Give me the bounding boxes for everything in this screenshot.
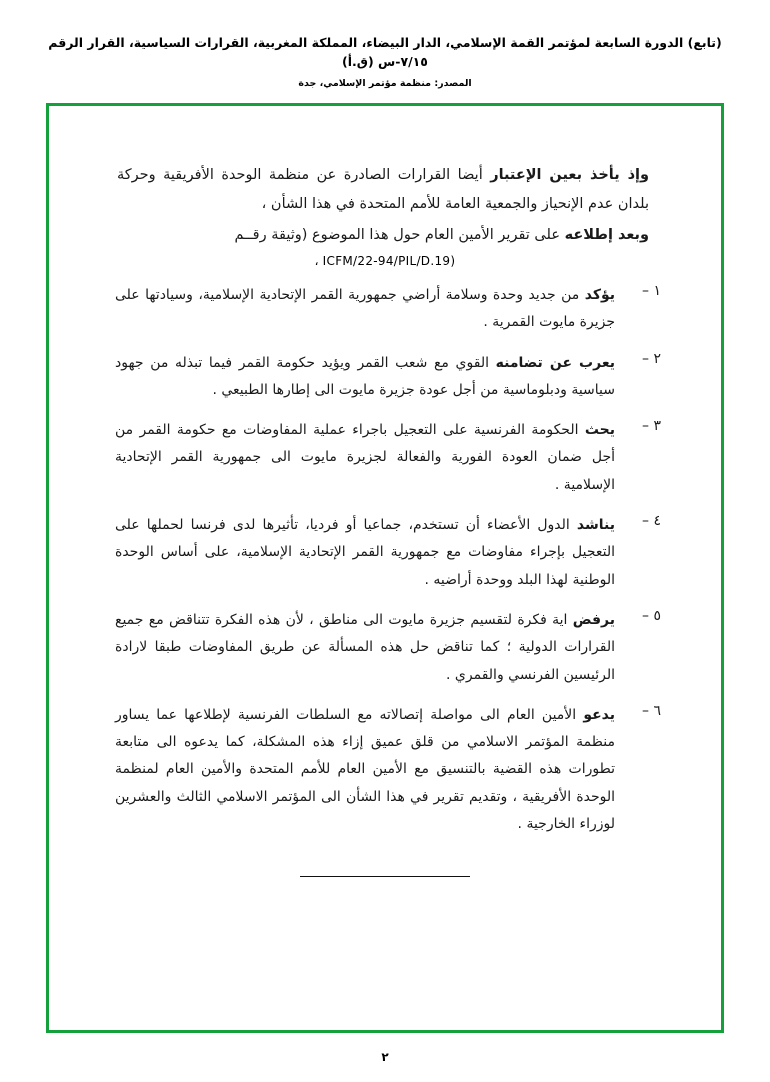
clause-number: ٣ – (642, 418, 661, 435)
clause-text: يرفض اية فكرة لتقسيم جزيرة مايوت الى مناطق ، لأن هذه الفكرة تتناقض مع جميع القرارات الدولية ؛ كما تناقض حل هذه المسألة عن طريق المفاوضات طبقا لارادة الرئيسين الفرنسي والقمري . (115, 611, 615, 683)
clause-number: ٢ – (642, 350, 661, 367)
horizontal-divider (300, 876, 470, 877)
list-item (109, 417, 661, 499)
list-item (109, 607, 661, 689)
clause-number: ٥ – (642, 607, 661, 624)
header-source: المصدر: منظمة مؤتمر الإسلامي، جدة (298, 77, 472, 89)
clause-text: يؤكد من جديد وحدة وسلامة أراضي جمهورية القمر الإتحادية الإسلامية، وسيادتها على جزيرة مايوت القمرية . (115, 287, 615, 331)
list-item (109, 350, 661, 405)
clause-text: يدعو الأمين العام الى مواصلة إتصالاته مع السلطات الفرنسية لإطلاعها عما يساور منظمة المؤتمر الاسلامي من قلق عميق إزاء هذه المشكلة، كما يدعوه الى متابعة تطورات هذه القضية بالتنسيق مع الأمين العام للأمم المتحدة والأمين العام لمنظمة الوحدة الأفريقية ، وتقديم تقرير في هذا الشأن الى المؤتمر الاسلامي الثالث والعشرين لوزراء الخارجية . (115, 706, 615, 833)
clause-number: ١ – (642, 283, 661, 299)
clause-number: ٦ – (642, 702, 661, 719)
document-reference: (ICFM/22-94/PIL/D.19 ، (314, 254, 456, 268)
document-content (109, 161, 661, 1010)
list-item (109, 702, 661, 838)
green-border-frame (46, 103, 724, 1033)
clause-text: يعرب عن تضامنه القوي مع شعب القمر ويؤيد حكومة القمر فيما تبذله من جهود سياسية ودبلوماسية من أجل عودة جزيرة مايوت الى إطارها الطبيعي . (115, 354, 615, 398)
intro-block (109, 161, 661, 250)
clause-text: يناشد الدول الأعضاء أن تستخدم، جماعيا أو فرديا، تأثيرها لدى فرنسا لحملها على التعجيل بإجراء مفاوضات مع جمهورية القمر الإتحادية الإسلامية، على أساس الوحدة الوطنية لهذا البلد ووحدة أراضيه . (115, 517, 615, 588)
clause-text: يحث الحكومة الفرنسية على التعجيل باجراء عملية المفاوضات مع حكومة القمر من أجل ضمان العودة الفورية والفعالة لجزيرة مايوت الى جمهورية القمر الإتحادية الإسلامية . (115, 422, 615, 493)
list-item (109, 282, 661, 337)
clause-list (109, 282, 661, 838)
intro-paragraph-2: وبعد إطلاعه على تقرير الأمين العام حول هذا الموضوع (وثيقة رقــم (234, 227, 649, 243)
header-title: (تابع) الدورة السابعة لمؤتمر القمة الإسلامي، الدار البيضاء، المملكة المغربية، القرارات السياسية، القرار الرقم ٧/١٥-س (ق.أ) (48, 35, 722, 69)
page-header (0, 0, 770, 89)
list-item (109, 512, 661, 594)
intro-paragraph-1: وإذ يأخذ بعين الإعتبار أيضا القرارات الصادرة عن منظمة الوحدة الأفريقية وحركة بلدان عدم الإنحياز والجمعية العامة للأمم المتحدة في هذا الشأن ، (117, 167, 649, 212)
clause-number: ٤ – (642, 513, 661, 530)
page-number: ٢ (381, 1050, 389, 1064)
